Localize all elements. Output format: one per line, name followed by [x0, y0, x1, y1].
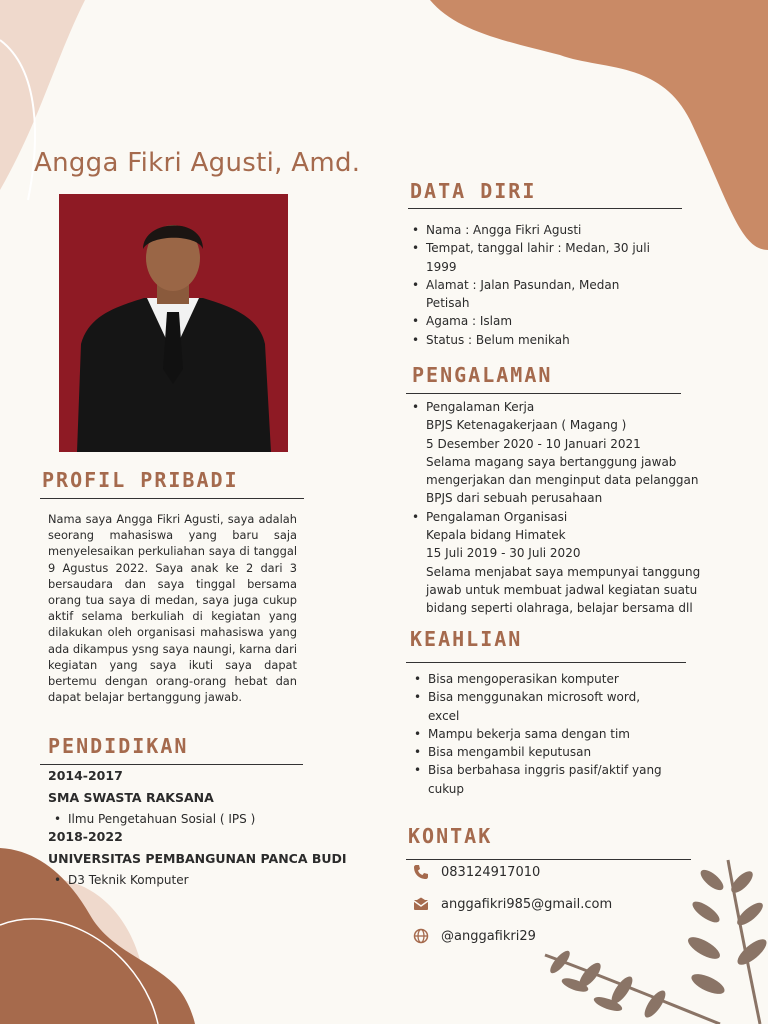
phone-number[interactable]: 083124917010 — [441, 864, 541, 880]
instagram-handle[interactable]: @anggafikri29 — [441, 928, 536, 944]
profile-photo — [59, 194, 288, 452]
list-item: • Bisa menggunakan microsoft word, excel — [410, 688, 668, 725]
list-item: • Bisa mengambil keputusan — [410, 743, 668, 761]
list-item-pengalaman-organisasi — [408, 508, 728, 618]
top-right-blob — [430, 0, 768, 250]
list-item: • D3 Teknik Komputer — [50, 871, 350, 889]
list-item: • Bisa mengoperasikan komputer — [410, 670, 668, 688]
pengalaman-divider — [406, 393, 681, 394]
list-item: • Alamat : Jalan Pasundan, Medan Petisah — [408, 276, 658, 313]
globe-icon — [412, 927, 430, 945]
list-item: • Tempat, tanggal lahir : Medan, 30 juli 1999 — [408, 239, 658, 276]
keahlian-divider — [406, 662, 686, 663]
page-title: Angga Fikri Agusti, Amd. — [34, 148, 361, 178]
keahlian-list — [410, 670, 668, 798]
experience-title: • Pengalaman Organisasi — [426, 509, 568, 524]
list-item: • Nama : Angga Fikri Agusti — [408, 221, 658, 239]
experience-line: 15 Juli 2019 - 30 Juli 2020 — [426, 546, 581, 561]
edu-school: UNIVERSITAS PEMBANGUNAN PANCA BUDI — [48, 851, 347, 866]
list-item: • Mampu bekerja sama dengan tim — [410, 725, 668, 743]
list-item: • Status : Belum menikah — [408, 331, 658, 349]
data-diri-list — [408, 221, 658, 349]
profil-heading: PROFIL PRIBADI — [42, 468, 239, 492]
phone-icon — [412, 863, 430, 881]
pengalaman-heading: PENGALAMAN — [412, 363, 553, 387]
data-diri-heading: DATA DIRI — [410, 179, 537, 203]
experience-line: 5 Desember 2020 - 10 Januari 2021 — [426, 436, 641, 451]
edu-years: 2014-2017 — [48, 768, 123, 783]
pendidikan-divider — [40, 764, 303, 765]
experience-line: Selama menjabat saya mempunyai tanggung jawab untuk membuat jadwal kegiatan suatu bidang seperti olahraga, belajar bersama dll — [426, 564, 701, 616]
list-item: • Ilmu Pengetahuan Sosial ( IPS ) — [50, 810, 350, 828]
edu-detail-list — [50, 871, 350, 889]
profil-description: Nama saya Angga Fikri Agusti, saya adalah seorang mahasiswa yang baru saja menyelesaikan perkuliahan saya di tanggal 9 Agustus 2022. Saya anak ke 2 dari 3 bersaudara dan saya tinggal bersama orang tua saya di medan, saya juga cukup aktif selama berkuliah di kegiatan yang dilakukan oleh organisasi mahasiswa yang ada dikampus ysng saya naungi, karna dari kegiatan yang saya ikuti saya dapat bertemu dengan orang-orang hebat dan dapat belajar bertanggung jawab. — [48, 512, 297, 705]
experience-line: Kepala bidang Himatek — [426, 528, 566, 543]
leaf-branch-decoration — [545, 860, 768, 1024]
profil-divider — [40, 498, 304, 499]
kontak-heading: KONTAK — [408, 824, 493, 848]
experience-title: • Pengalaman Kerja — [426, 400, 535, 414]
keahlian-heading: KEAHLIAN — [410, 627, 523, 651]
mail-icon — [412, 895, 430, 913]
email-address[interactable]: anggafikri985@gmail.com — [441, 896, 613, 912]
edu-years: 2018-2022 — [48, 829, 123, 844]
contact-email — [412, 892, 612, 916]
experience-line: BPJS Ketenagakerjaan ( Magang ) — [426, 418, 627, 433]
contact-instagram — [412, 924, 536, 948]
list-item-pengalaman-kerja — [408, 398, 728, 508]
pendidikan-heading: PENDIDIKAN — [48, 734, 189, 758]
list-item: • Bisa berbahasa inggris pasif/aktif yang cukup — [410, 761, 668, 798]
data-diri-divider — [408, 208, 682, 209]
edu-school: SMA SWASTA RAKSANA — [48, 790, 214, 805]
experience-line: Selama magang saya bertanggung jawab mengerjakan dan menginput data pelanggan BPJS dari sebuah perusahaan — [426, 454, 699, 506]
pengalaman-list — [408, 398, 728, 618]
list-item: • Agama : Islam — [408, 312, 658, 330]
edu-detail-list — [50, 810, 350, 828]
contact-phone — [412, 860, 540, 884]
